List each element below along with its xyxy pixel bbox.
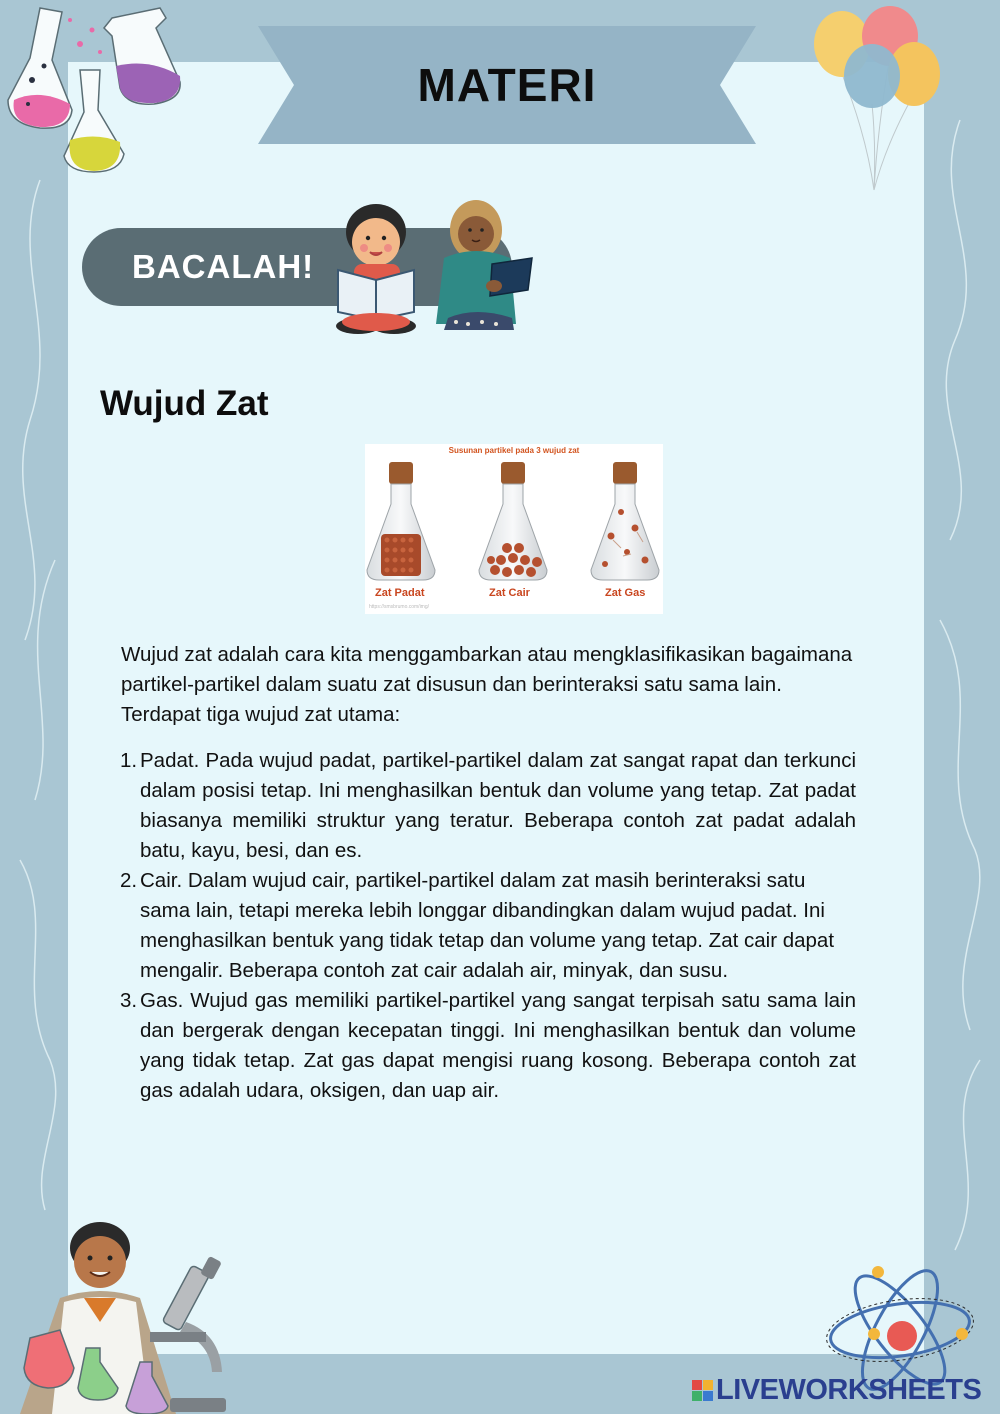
list-text: Padat. Pada wujud padat, partikel-partikel dalam zat sangat rapat dan terkunci dalam posisi tetap. Ini menghasilkan bentuk dan volume yang tetap. Zat padat biasanya memiliki struktur yang teratur. Beberapa contoh zat padat adalah batu, kayu, besi, dan es. (140, 749, 856, 862)
list-number: 1. (120, 749, 138, 772)
list-item (121, 866, 856, 986)
list-number: 3. (120, 989, 138, 1012)
label-liquid: Zat Cair (489, 587, 530, 599)
list-item (121, 986, 856, 1106)
states-list (121, 746, 856, 1106)
particle-arrangement-figure (365, 444, 663, 614)
flasks-diagram (365, 460, 663, 586)
list-text: Gas. Wujud gas memiliki partikel-partikel yang sangat terpisah satu sama lain dan bergerak dengan kecepatan tinggi. Ini menghasilkan bentuk dan volume yang tidak tetap. Zat gas dapat mengisi ruang kosong. Beberapa contoh zat gas adalah udara, oksigen, dan uap air. (140, 989, 856, 1102)
label-gas: Zat Gas (605, 587, 646, 599)
page-title: MATERI (417, 59, 597, 111)
figure-caption: Susunan partikel pada 3 wujud zat (448, 446, 580, 455)
balloons-illustration (806, 4, 946, 194)
logo-mark (692, 1380, 713, 1401)
reading-kids-illustration (332, 198, 542, 340)
list-text: Cair. Dalam wujud cair, partikel-partikel dalam zat masih berinteraksi satu sama lain, tetapi mereka lebih longgar dibandingkan dalam wujud padat. Ini menghasilkan bentuk yang tidak tetap dan volume yang tetap. Zat cair dapat mengalir. Beberapa contoh zat cair adalah air, minyak, dan susu. (140, 869, 835, 982)
scientist-illustration (0, 1212, 232, 1414)
banner-label: BACALAH! (132, 248, 315, 285)
intro-paragraph: Wujud zat adalah cara kita menggambarkan atau mengklasifikasikan bagaimana partikel-partikel dalam suatu zat disusun dan berinteraksi satu sama lain. Terdapat tiga wujud zat utama: (121, 643, 853, 726)
body-text (121, 640, 856, 1106)
flask-gas (591, 462, 659, 580)
list-item (121, 746, 856, 866)
list-number: 2. (120, 869, 138, 892)
label-solid: Zat Padat (375, 587, 425, 599)
figure-source: https://smsbrumo.com/img/ (369, 604, 430, 610)
flasks-illustration (0, 0, 200, 175)
brand-name: LIVEWORKSHEETS (716, 1373, 982, 1406)
flask-solid (367, 462, 435, 580)
section-title: Wujud Zat (100, 384, 269, 423)
liveworksheets-logo[interactable] (692, 1372, 981, 1408)
flask-liquid (479, 462, 547, 580)
